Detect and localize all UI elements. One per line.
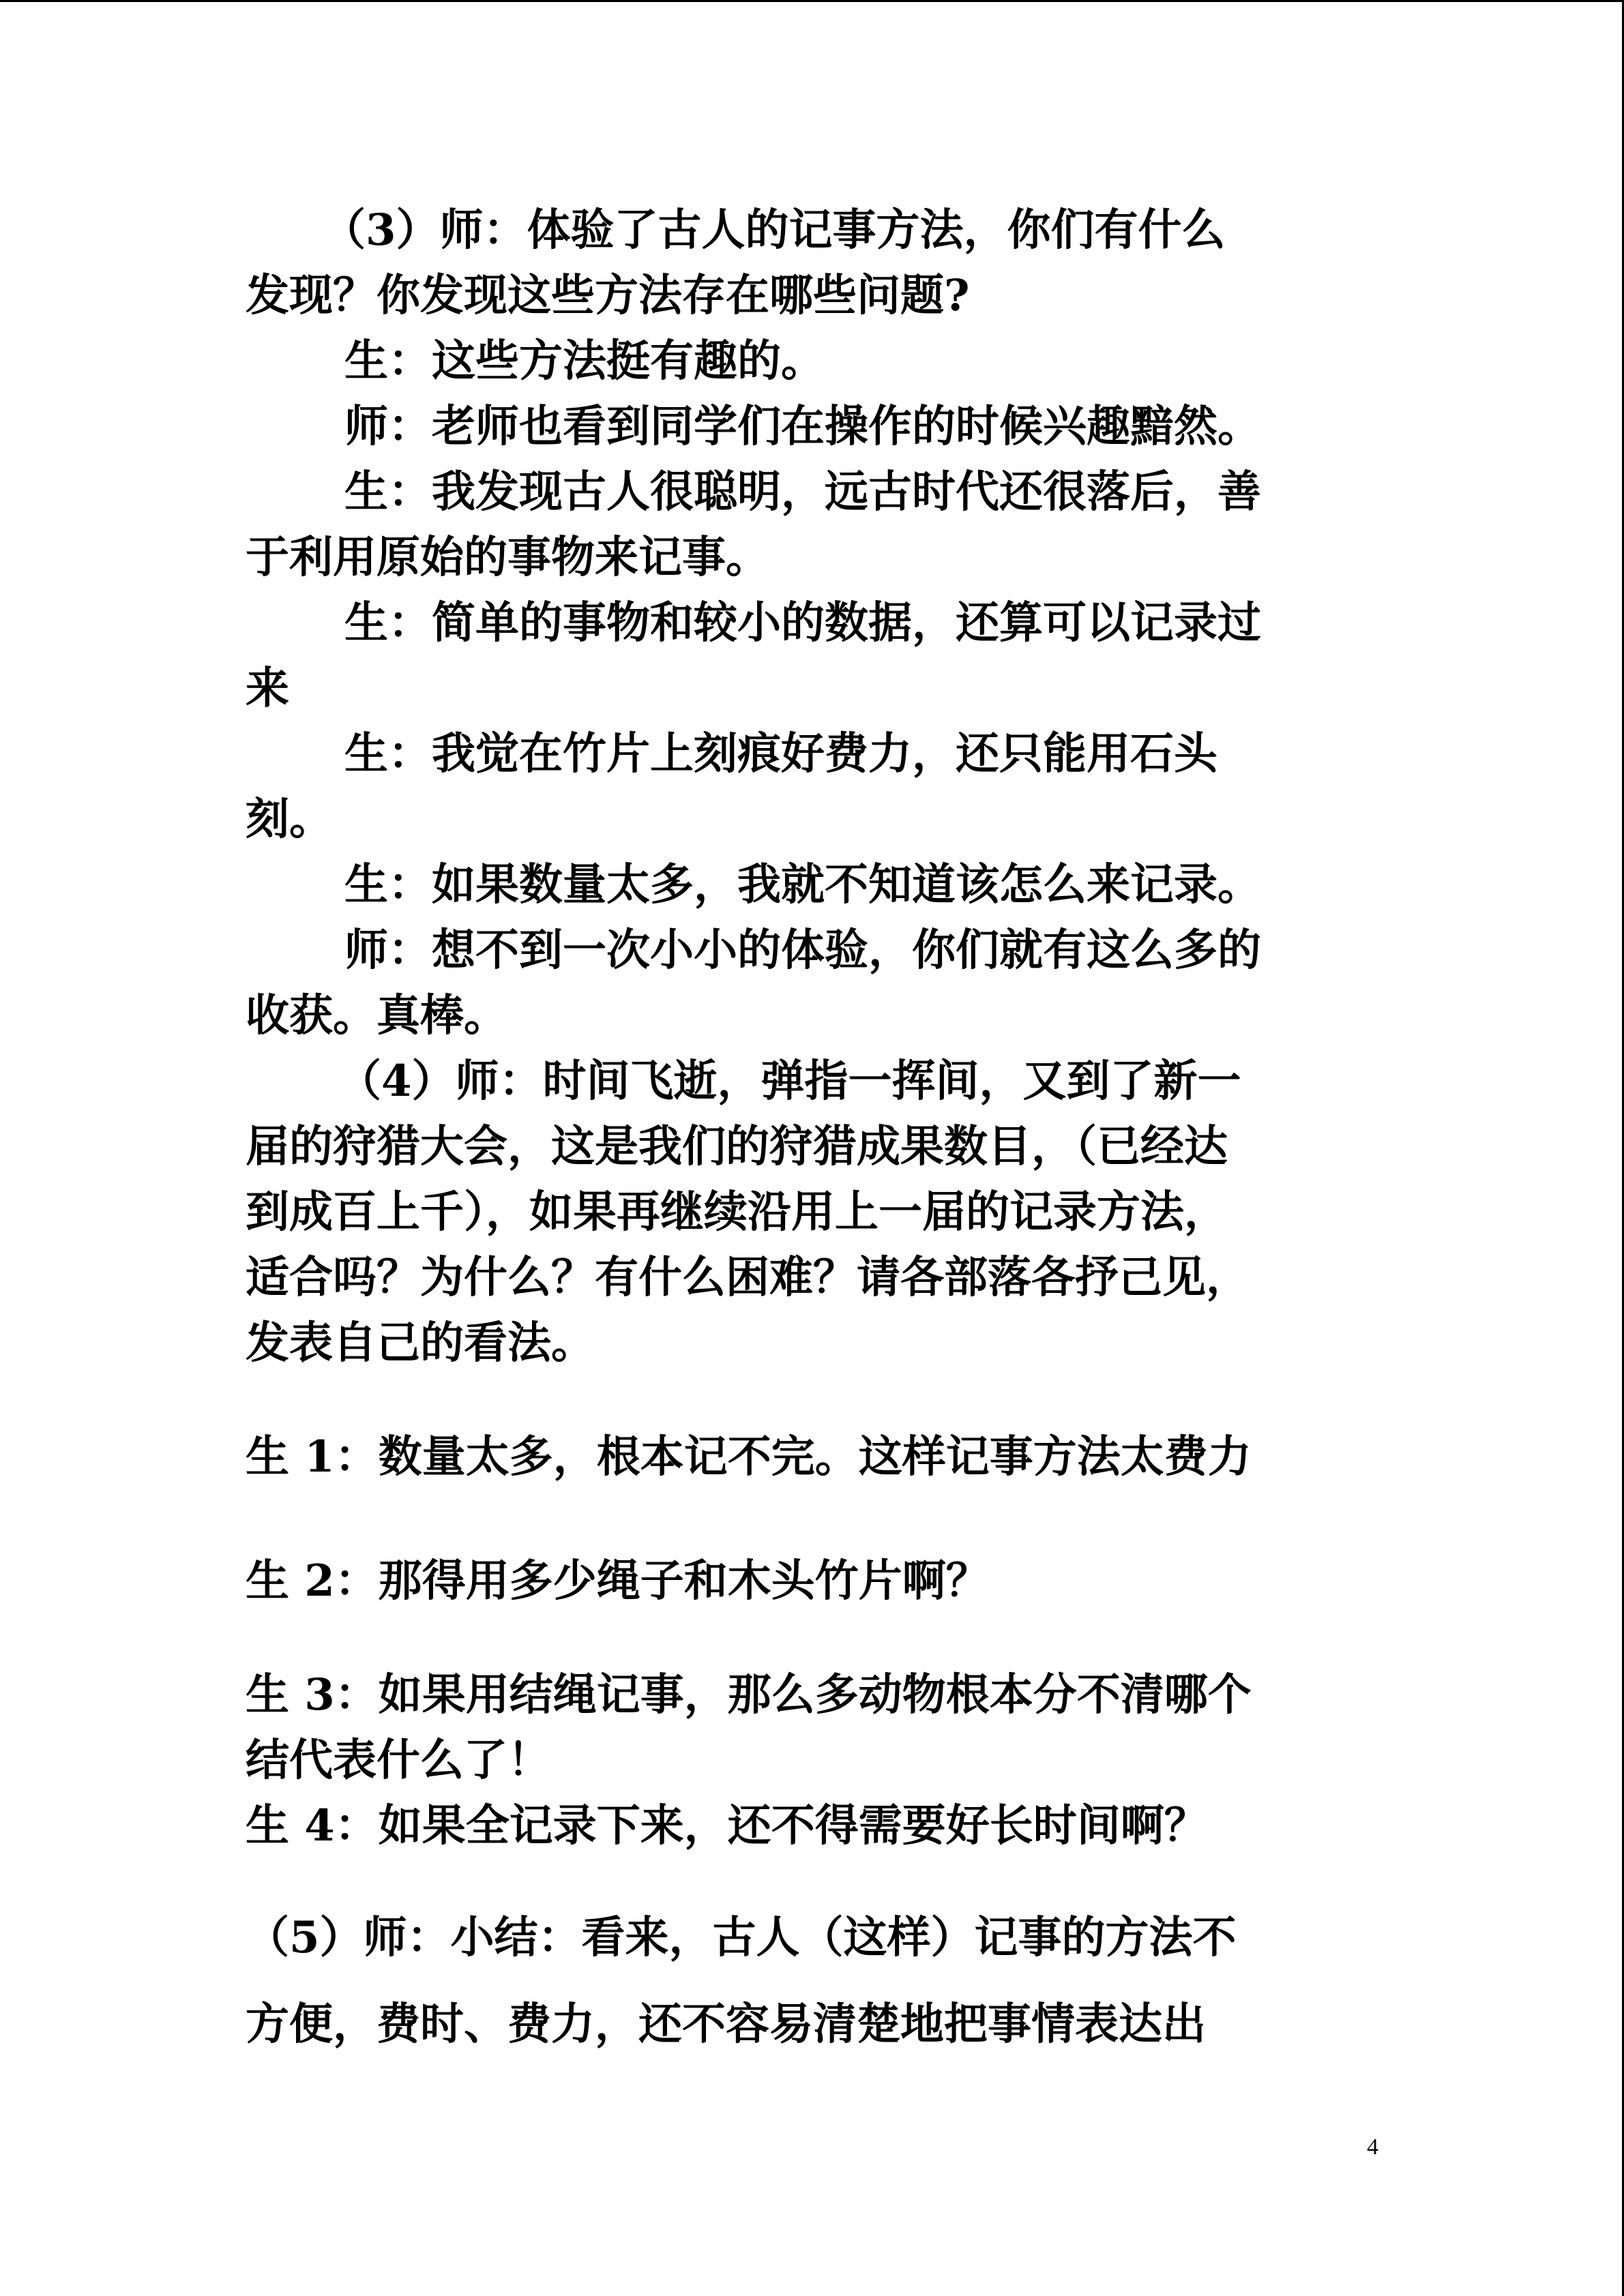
text-line: 发现？你发现这些方法存在哪些问题?	[246, 270, 970, 321]
text-line: 于利用原始的事物来记事。	[246, 532, 769, 583]
text-line: 来	[246, 663, 289, 714]
text-line: 生 4：如果全记录下来，还不得需要好长时间啊？	[246, 1800, 1208, 1851]
text-line: 届的狩猎大会，这是我们的狩猎成果数目，（已经达	[246, 1121, 1228, 1172]
text-line: 生：简单的事物和较小的数据，还算可以记录过	[344, 597, 1261, 648]
text-line: 师：想不到一次小小的体验，你们就有这么多的	[344, 925, 1261, 976]
text-line: 适合吗？为什么？有什么困难？请各部落各抒己见，	[246, 1252, 1250, 1303]
text-line: 方便，费时、费力，还不容易清楚地把事情表达出	[246, 1999, 1206, 2050]
text-line: 生：我觉在竹片上刻痕好费力，还只能用石头	[344, 728, 1217, 779]
text-line: 生：我发现古人很聪明，远古时代还很落后，善	[344, 466, 1261, 518]
text-line: 生 2：那得用多少绳子和木头竹片啊？	[246, 1555, 990, 1607]
text-line: 收获。真棒。	[246, 990, 507, 1041]
text-line: 结代表什么了！	[246, 1735, 551, 1786]
text-line: 生：这些方法挺有趣的。	[344, 336, 825, 387]
page-number: 4	[1367, 2134, 1378, 2160]
text-line: 生 1：数量太多，根本记不完。这样记事方法太费力	[246, 1431, 1252, 1482]
text-line: 到成百上千），如果再继续沿用上一届的记录方法，	[246, 1187, 1228, 1238]
text-line: 发表自己的看法。	[246, 1317, 595, 1369]
page-top-border	[0, 0, 1624, 2]
text-line: 生：如果数量太多，我就不知道该怎么来记录。	[344, 859, 1261, 910]
text-line: 生 3：如果用结绳记事，那么多动物根本分不清哪个	[246, 1669, 1252, 1720]
text-line: （4）师：时间飞逝，弹指一挥间，又到了新一	[338, 1056, 1241, 1107]
text-line: （3）师：体验了古人的记事方法，你们有什么	[322, 205, 1226, 256]
text-line: （5）师：小结：看来，古人（这样）记事的方法不	[246, 1912, 1237, 1963]
text-line: 刻。	[246, 794, 333, 845]
text-line: 师：老师也看到同学们在操作的时候兴趣黯然。	[344, 401, 1261, 452]
